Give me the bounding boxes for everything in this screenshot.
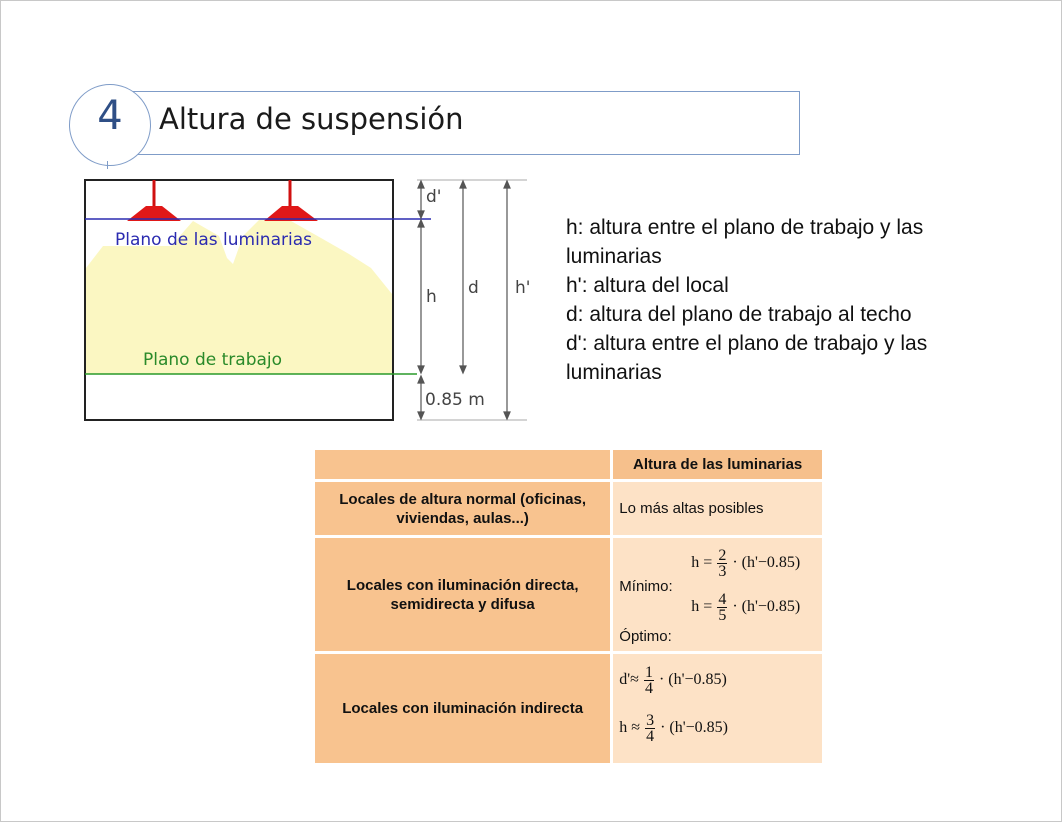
slide-number-tick bbox=[107, 161, 108, 169]
minimum-formula: h = $\frac{2}{3}$ · (h'−0.85) bbox=[691, 546, 801, 580]
row-direct-lighting-label: Locales con iluminación directa, semidirecta y difusa bbox=[314, 537, 612, 653]
optimum-fraction: $\frac{4}{5}$ bbox=[718, 590, 727, 624]
work-plane-label: Plano de trabajo bbox=[143, 350, 283, 370]
indirect-formula-d-prime: d'≈ $\frac{1}{4}$ · (h'−0.85) bbox=[619, 663, 727, 697]
dim-h-label: h bbox=[426, 287, 437, 307]
row-normal-height-value: Lo más altas posibles bbox=[612, 481, 824, 537]
floor-height-label: 0.85 m bbox=[425, 390, 485, 410]
luminaire-height-table bbox=[312, 447, 825, 766]
indirect-formula-h: h ≈ $\frac{3}{4}$ · (h'−0.85) bbox=[619, 711, 728, 745]
optimum-formula: h = $\frac{4}{5}$ · (h'−0.85) bbox=[691, 590, 801, 624]
slide-title: Altura de suspensión bbox=[159, 102, 464, 136]
legend-item-d-prime: d': altura entre el plano de trabajo y las luminarias bbox=[566, 332, 928, 384]
dim-d-prime-label: d' bbox=[426, 187, 442, 207]
variable-legend bbox=[566, 213, 1006, 387]
indirect-fraction-2: $\frac{3}{4}$ bbox=[646, 711, 655, 745]
minimum-label: Mínimo: bbox=[619, 577, 673, 595]
legend-item-h-prime: h': altura del local bbox=[566, 274, 729, 297]
suspension-height-diagram bbox=[81, 176, 531, 426]
indirect-fraction-1: $\frac{1}{4}$ bbox=[644, 663, 653, 697]
row-indirect-lighting-label: Locales con iluminación indirecta bbox=[314, 653, 612, 765]
luminaires-plane-label: Plano de las luminarias bbox=[115, 230, 312, 250]
table-corner-cell bbox=[314, 449, 612, 481]
optimum-label: Óptimo: bbox=[619, 627, 672, 645]
dim-h-prime-label: h' bbox=[515, 278, 531, 298]
minimum-fraction: $\frac{2}{3}$ bbox=[718, 546, 727, 580]
legend-item-d: d: altura del plano de trabajo al techo bbox=[566, 303, 912, 326]
dim-d-label: d bbox=[468, 278, 479, 298]
table-header: Altura de las luminarias bbox=[612, 449, 824, 481]
slide-number: 4 bbox=[97, 93, 123, 139]
row-normal-height-label: Locales de altura normal (oficinas, viviendas, aulas...) bbox=[314, 481, 612, 537]
row-direct-lighting-value bbox=[612, 537, 824, 653]
row-indirect-lighting-value bbox=[612, 653, 824, 765]
legend-item-h: h: altura entre el plano de trabajo y las luminarias bbox=[566, 216, 924, 268]
